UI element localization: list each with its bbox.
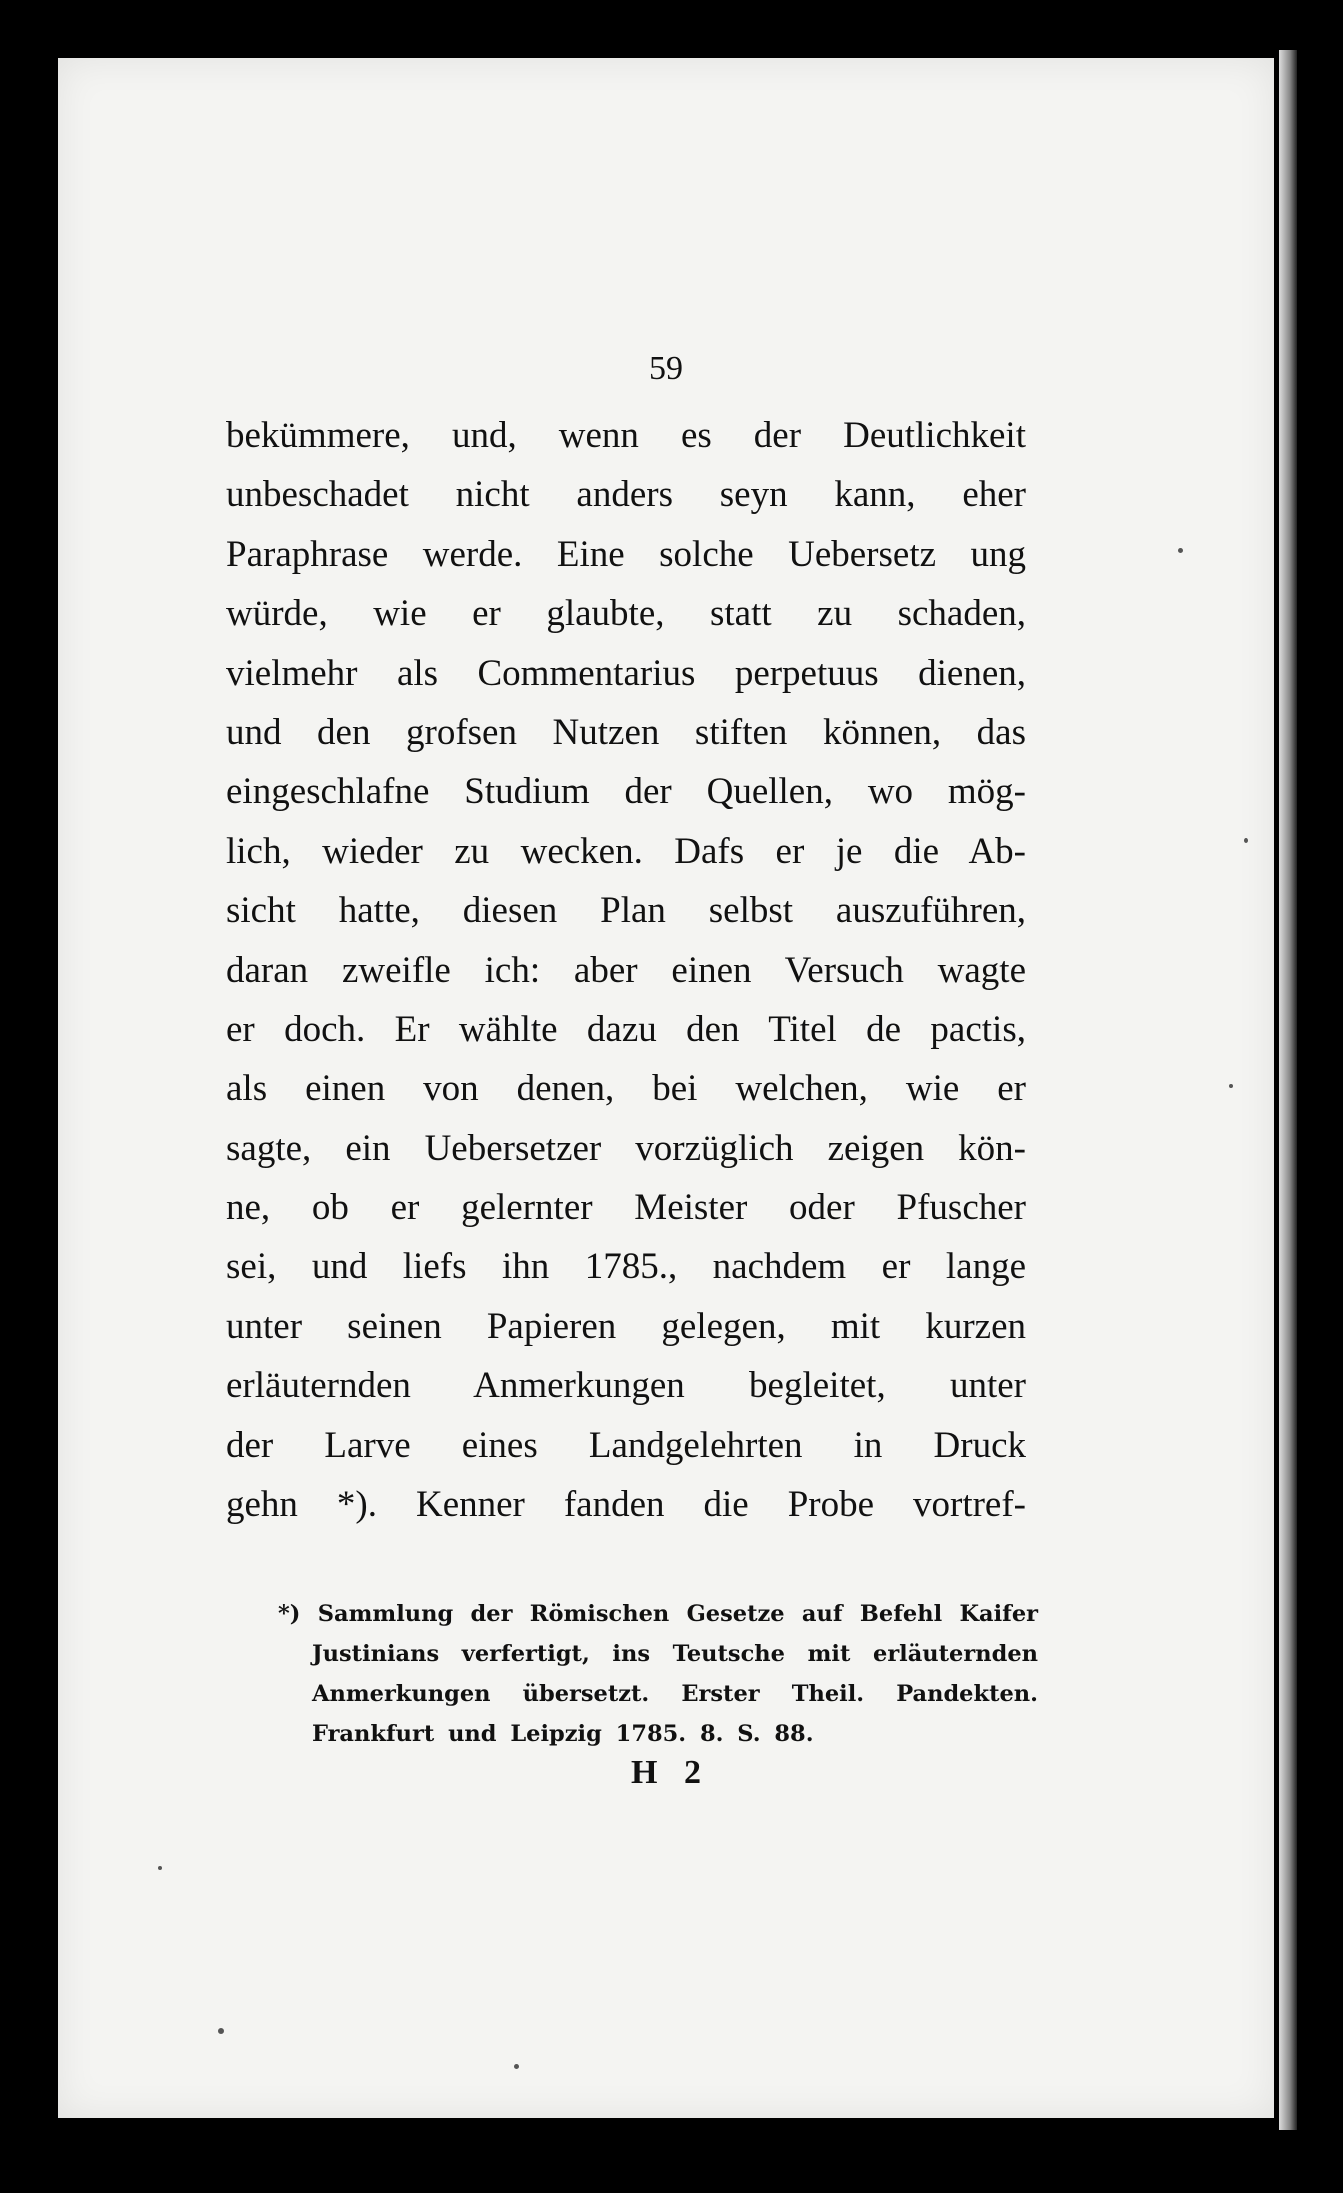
paper-speck bbox=[218, 2028, 224, 2034]
page-number: 59 bbox=[649, 350, 683, 387]
body-text bbox=[226, 406, 1026, 1534]
text-line: daran zweifle ich: aber einen Versuch wagte bbox=[226, 949, 1026, 991]
text-line: würde, wie er glaubte, statt zu schaden, bbox=[226, 593, 1026, 635]
footnote-line: Justinians verfertigt, ins Teutsche mit erläuternden bbox=[312, 1641, 1038, 1667]
paper-speck bbox=[158, 1866, 162, 1870]
text-line: bekümmere, und, wenn es der Deutlichkeit bbox=[226, 415, 1026, 456]
paper-speck bbox=[1229, 1084, 1233, 1088]
footnote-line: Frankfurt und Leipzig 1785. 8. S. 88. bbox=[312, 1721, 814, 1747]
footnote-line: Anmerkungen übersetzt. Erster Theil. Pandekten. bbox=[312, 1681, 1038, 1707]
footnote bbox=[280, 1594, 1038, 1754]
text-line: der Larve eines Landgelehrten in Druck bbox=[226, 1424, 1026, 1466]
paper-speck bbox=[514, 2064, 519, 2069]
book-page bbox=[58, 58, 1274, 2118]
text-line: sei, und liefs ihn 1785., nachdem er lange bbox=[226, 1246, 1026, 1288]
text-line: sicht hatte, diesen Plan selbst auszuführen, bbox=[226, 890, 1026, 932]
text-line: gehn *). Kenner fanden die Probe vortref- bbox=[226, 1484, 1026, 1526]
text-line: lich, wieder zu wecken. Dafs er je die Ab- bbox=[226, 830, 1026, 872]
text-line: sagte, ein Uebersetzer vorzüglich zeigen kön- bbox=[226, 1127, 1026, 1169]
text-line: und den grofsen Nutzen stiften können, das bbox=[226, 711, 1026, 753]
text-line: ne, ob er gelernter Meister oder Pfuscher bbox=[226, 1187, 1026, 1229]
text-line: erläuternden Anmerkungen begleitet, unter bbox=[226, 1365, 1026, 1407]
paper-speck bbox=[1244, 838, 1248, 843]
paper-speck bbox=[1178, 548, 1183, 553]
text-line: er doch. Er wählte dazu den Titel de pactis, bbox=[226, 1008, 1026, 1050]
text-line: als einen von denen, bei welchen, wie er bbox=[226, 1068, 1026, 1110]
page-edge bbox=[1279, 50, 1297, 2130]
text-line: vielmehr als Commentarius perpetuus dienen, bbox=[226, 652, 1026, 694]
footnote-line: *) Sammlung der Römischen Gesetze auf Befehl Kaifer bbox=[278, 1601, 1038, 1627]
text-line: unbeschadet nicht anders seyn kann, eher bbox=[226, 474, 1026, 516]
text-line: eingeschlafne Studium der Quellen, wo mög- bbox=[226, 771, 1026, 813]
text-line: unter seinen Papieren gelegen, mit kurzen bbox=[226, 1305, 1026, 1347]
text-line: Paraphrase werde. Eine solche Uebersetz ung bbox=[226, 533, 1026, 575]
signature-mark: H 2 bbox=[631, 1754, 701, 1791]
